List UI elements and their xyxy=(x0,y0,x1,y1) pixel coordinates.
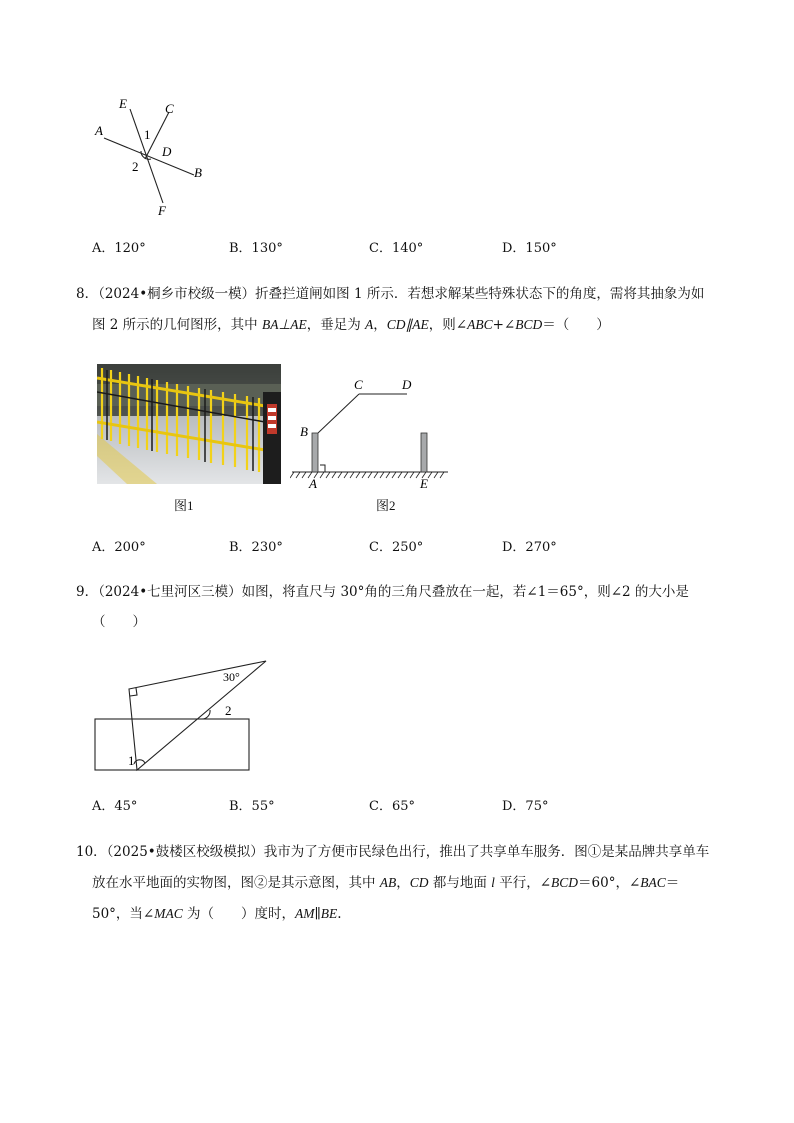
label-c: C xyxy=(354,377,363,392)
q10-text: ＝ xyxy=(665,875,680,891)
q10-text: 放在水平地面的实物图，图②是其示意图，其中 xyxy=(92,875,380,891)
q8-stem-line1: 8．（2024•桐乡市校级一模）折叠拦道闸如图 1 所示．若想求解某些特殊状态下的角度，需将其抽象为如 xyxy=(76,286,705,302)
line-ab xyxy=(104,138,194,175)
post-ab xyxy=(312,433,318,472)
q10-math: BAC xyxy=(640,875,666,890)
label-30: 30° xyxy=(223,670,240,684)
q8-text: ， xyxy=(373,317,387,333)
q10-math: MAC xyxy=(154,906,183,921)
label-b: B xyxy=(300,424,308,439)
q10-stem-line1: 10．（2025•鼓楼区校级模拟）我市为了方便市民绿色出行，推出了共享单车服务．图①是某品牌共享单车 xyxy=(76,844,710,860)
q9-stem-line2: （ ） xyxy=(92,614,146,630)
label-a: A xyxy=(95,123,103,138)
label-e: E xyxy=(119,96,127,111)
q8-text: ，垂足为 xyxy=(306,317,366,333)
q10-math: AM xyxy=(295,906,315,921)
q8-text: ＝（ ） xyxy=(542,317,610,333)
right-angle-mark xyxy=(320,465,325,472)
label-f: F xyxy=(158,203,166,218)
q10-text: 都与地面 xyxy=(428,875,492,891)
q7-figure xyxy=(90,95,220,220)
label-b: B xyxy=(194,165,202,180)
q10-math: AB xyxy=(379,875,397,890)
q10-math: BCD xyxy=(551,875,579,890)
q8-math: A xyxy=(365,317,374,332)
q10-stem-line2 xyxy=(92,876,679,891)
label-1: 1 xyxy=(128,753,135,768)
fig2-caption: 图2 xyxy=(376,498,396,513)
label-a: A xyxy=(309,476,317,491)
q8-text: +∠ xyxy=(492,317,516,333)
q9-stem-line1: 9．（2024•七里河区三模）如图，将直尺与 30°角的三角尺叠放在一起，若∠1＝65°，则∠2 的大小是 xyxy=(76,584,689,600)
q10-text: 平行，∠ xyxy=(494,875,552,891)
q10-text: 50°，当∠ xyxy=(92,906,155,922)
set-square xyxy=(129,661,266,770)
q8-text: ，则∠ xyxy=(428,317,468,333)
q7-option-a[interactable]: A．120° xyxy=(92,241,146,256)
q10-math: BE xyxy=(320,906,338,921)
q9-option-b[interactable]: B．55° xyxy=(229,799,275,814)
q9-option-c[interactable]: C．65° xyxy=(369,799,415,814)
q8-option-a[interactable]: A．200° xyxy=(92,540,146,555)
q10-text: 为（ ）度时， xyxy=(182,906,296,922)
q7-option-c[interactable]: C．140° xyxy=(369,241,424,256)
q10-text: . xyxy=(337,906,342,922)
label-d: D xyxy=(162,144,172,159)
label-2: 2 xyxy=(225,703,232,718)
segment-bc xyxy=(318,394,359,433)
q8-math: BCD xyxy=(515,317,543,332)
label-1: 1 xyxy=(144,127,151,142)
q10-stem-line3 xyxy=(92,907,342,922)
q9-option-a[interactable]: A．45° xyxy=(92,799,138,814)
label-c: C xyxy=(165,101,174,116)
q8-option-d[interactable]: D．270° xyxy=(502,540,557,555)
q8-stem-line2 xyxy=(92,318,610,333)
q9-figure xyxy=(92,655,272,775)
right-angle-mark xyxy=(130,688,137,696)
q7-option-d[interactable]: D．150° xyxy=(502,241,557,256)
ruler xyxy=(95,719,249,770)
q10-math: CD xyxy=(409,875,429,890)
q8-math: BA⊥AE xyxy=(261,317,307,332)
label-d: D xyxy=(402,377,412,392)
q10-text: ＝60°，∠ xyxy=(578,875,641,891)
post-e xyxy=(421,433,427,472)
q8-math: ABC xyxy=(467,317,493,332)
barrier-gate-photo xyxy=(97,364,281,484)
fig1-caption: 图1 xyxy=(174,498,194,513)
q8-option-b[interactable]: B．230° xyxy=(229,540,283,555)
q7-option-b[interactable]: B．130° xyxy=(229,241,283,256)
q8-math: CD∥AE xyxy=(386,317,429,332)
q10-math: l xyxy=(491,875,495,890)
label-e: E xyxy=(420,476,428,491)
q10-text: ∥ xyxy=(314,906,321,922)
q10-text: ， xyxy=(396,875,410,891)
q8-option-c[interactable]: C．250° xyxy=(369,540,424,555)
q8-text: 图 2 所示的几何图形，其中 xyxy=(92,317,262,333)
q8-figure2 xyxy=(290,372,455,496)
label-2: 2 xyxy=(132,159,139,174)
q9-option-d[interactable]: D．75° xyxy=(502,799,549,814)
